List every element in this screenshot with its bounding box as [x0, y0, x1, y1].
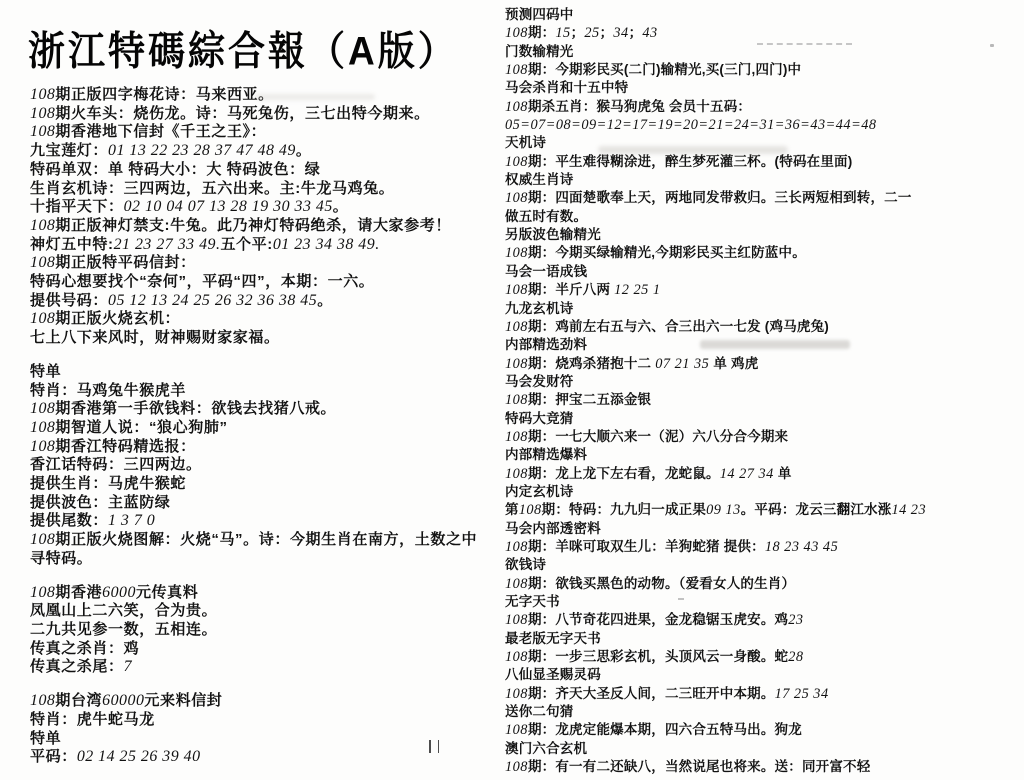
text-line: 05=07=08=09=12=17=19=20=21=24=31=36=43=44=48 [505, 117, 877, 134]
text-line: 108期：欲钱买黑色的动物。（爱看女人的生肖） [505, 575, 796, 592]
text-line: 108期香港第一手欲钱料：欲钱去找猪八戒。 [30, 400, 337, 418]
text-line: 108期正版特平码信封： [30, 254, 196, 272]
right-column [505, 6, 1021, 776]
text-line: 寻特码。 [30, 549, 93, 567]
text-line: 108期：一步三思彩玄机，头顶风云一身酸。蛇28 [505, 649, 804, 666]
text-line: 108期：15；25；34；43 [505, 25, 658, 42]
text-line: 二九共见参一数，五相连。 [30, 620, 218, 638]
text-line [30, 677, 502, 692]
text-line: 传真之杀肖：鸡 [30, 639, 140, 657]
text-line: 马会杀肖和十五中特 [505, 80, 629, 96]
text-line: 108期：鸡前左右五与六、合三出六一七发 (鸡马虎兔) [505, 318, 829, 335]
text-line: 内部精选劲料 [505, 337, 588, 353]
text-line: 十指平天下：02 10 04 07 13 28 19 30 33 45。 [30, 198, 349, 216]
text-line: 108期：羊咪可取双生儿：羊狗蛇猪 提供：18 23 43 45 [505, 538, 839, 555]
text-line: 108期正版四字梅花诗：马来西亚。 [30, 86, 274, 103]
text-line: 内部精选爆料 [505, 447, 588, 463]
text-line: 马会发财符 [505, 373, 574, 389]
text-line: 天机诗 [505, 135, 547, 151]
text-line: 凤凰山上二六笑，合为贵。 [30, 602, 218, 620]
text-line: 特码心想要找个“奈何”，平码“四”，本期：一六。 [30, 273, 375, 291]
text-line: 门数输精光 [505, 43, 574, 59]
text-line: 108期：龙上龙下左右看，龙蛇鼠。14 27 34 单 [505, 465, 792, 482]
text-line: 特单 [30, 729, 62, 747]
text-line: 内定玄机诗 [505, 483, 574, 499]
text-line: 108期：今期买绿输精光,今期彩民买主红防蓝中。 [505, 245, 806, 262]
text-line: 108期：烧鸡杀猪抱十二 07 21 35 单 鸡虎 [505, 355, 759, 372]
text-line: 传真之杀尾：7 [30, 658, 133, 676]
text-line: 送你二句猜 [505, 704, 574, 720]
text-line: 马会一语成钱 [505, 263, 588, 279]
text-line: 108期智道人说：“狼心狗肺” [30, 418, 228, 436]
text-line: 108期：有一有二还缺八，当然说尾也将来。送：同开富不轻 [505, 759, 871, 776]
text-line: 特码大竞猜 [505, 410, 574, 426]
text-line: 神灯五中特:21 23 27 33 49.五个平:01 23 34 38 49. [30, 235, 380, 253]
text-line: 马会内部透密料 [505, 520, 601, 536]
text-line: 另版波色输精光 [505, 227, 601, 243]
text-line: 108期香江特码精选报： [30, 437, 196, 455]
text-line: 108期：齐天大圣反人间，二三旺开中本期。17 25 34 [505, 685, 829, 702]
text-line: 108期：今期彩民买(二门)输精光,买(三门,四门)中 [505, 62, 802, 79]
text-line: 特单 [30, 362, 62, 380]
text-line: 八仙显圣赐灵码 [505, 667, 601, 683]
text-line: 特肖：虎牛蛇马龙 [30, 710, 155, 728]
text-line: 九龙玄机诗 [505, 300, 574, 316]
text-line: 108期杀五肖：猴马狗虎兔 会员十五码： [505, 98, 752, 115]
text-line: 提供号码：05 12 13 24 25 26 32 36 38 45。 [30, 291, 333, 309]
text-line: 无字天书 [505, 594, 560, 609]
text-line: 108期正版神灯禁支:牛兔。此乃神灯特码绝杀，请大家参考！ [30, 216, 451, 234]
text-line: 平码：02 14 25 26 39 40 [30, 748, 201, 766]
text-line: 欲钱诗 [505, 557, 547, 573]
text-line: 香江话特码：三四两边。 [30, 456, 202, 474]
left-column [30, 86, 502, 767]
text-line: 108期：一七大顺六来一（泥）六八分合今期来 [505, 428, 789, 445]
text-line: 澳门六合玄机 [505, 740, 588, 756]
text-line: 108期台湾60000元来料信封 [30, 692, 223, 710]
text-line: 做五时有数。 [505, 208, 588, 224]
text-line: 108期火车头：烧伤龙。诗：马死兔伤，三七出特今期来。 [30, 104, 430, 122]
text-line: 权威生肖诗 [505, 172, 574, 188]
page-title: 浙江特碼綜合報（A版） [28, 28, 458, 73]
text-line: 提供波色：主蓝防绿 [30, 493, 171, 511]
text-line: 108期：押宝二五添金银 [505, 392, 652, 409]
text-line: 108期香港6000元传真料 [30, 583, 199, 601]
text-line: 108期正版火烧图解：火烧“马”。诗：今期生肖在南方，土数之中 [30, 531, 478, 549]
text-line: 提供生肖：马虎牛猴蛇 [30, 475, 187, 493]
text-line [30, 569, 502, 584]
text-line: 108期：平生难得糊涂进，醉生梦死灌三杯。(特码在里面) [505, 153, 853, 170]
text-line: 108期香港地下信封《千王之王》： [30, 123, 267, 141]
text-line: 108期：八节奇花四进果，金龙稳锯玉虎安。鸡23 [505, 612, 804, 629]
text-line: 108期：半斤八两 12 25 1 [505, 282, 661, 299]
text-line: 九宝莲灯：01 13 22 23 28 37 47 48 49。 [30, 142, 312, 160]
text-line [30, 348, 502, 363]
text-line: 特码单双：单 特码大小：大 特码波色：绿 [30, 160, 321, 178]
text-line: 第108期：特码：九九归一成正果09 13。平码：龙云三翻江水涨14 23 [505, 502, 927, 519]
text-line: 生肖玄机诗：三四两边，五六出来。主:牛龙马鸡兔。 [30, 179, 395, 197]
text-line: 特肖：马鸡兔牛猴虎羊 [30, 381, 187, 399]
text-line: 预测四码中 [505, 7, 574, 22]
text-line: 108期：四面楚歌奉上天，两地同发带救归。三长两短相到转，二一 [505, 190, 912, 207]
text-line: 七上八下来风时，财神赐财家家福。 [30, 329, 280, 347]
text-line: 最老版无字天书 [505, 630, 601, 646]
text-line: 提供尾数：1 3 7 0 [30, 512, 156, 530]
text-line: 108期：龙虎定能爆本期，四六合五特马出。狗龙 [505, 722, 802, 739]
text-line: 108期正版火烧玄机： [30, 310, 181, 328]
